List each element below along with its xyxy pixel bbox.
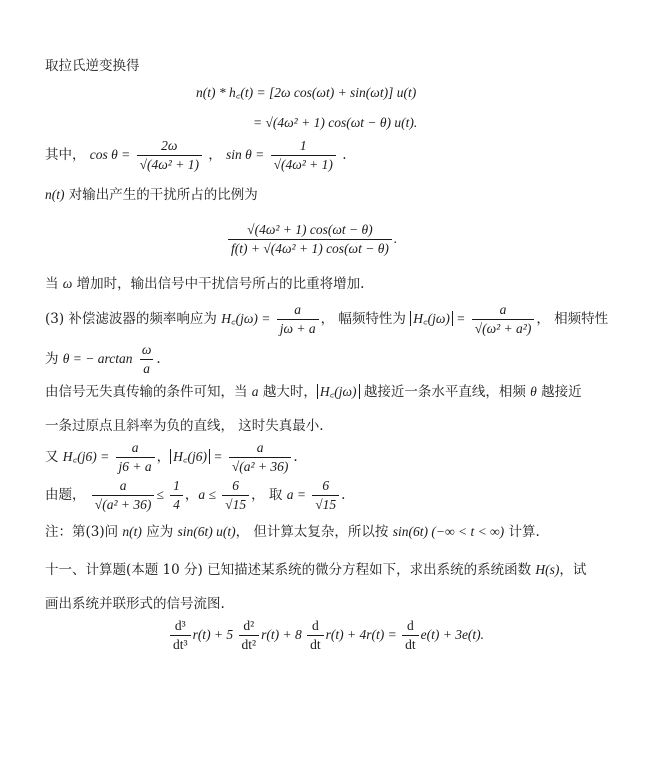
text-line-2 — [45, 138, 347, 173]
text: ， — [208, 147, 222, 164]
text-line-1: 取拉氏逆变换得 — [45, 58, 140, 74]
text-line-5: (3) 补偿滤波器的频率响应为 H꜀(jω) = $\frac{a}{j\omega + a}$ ， 幅频特性为 H꜀(jω) = $\frac{a}{\text{√(ω² + a²)}}$ ， 相频特性 — [45, 302, 609, 337]
cos-theta-lhs: cos θ = — [89, 147, 131, 163]
sin-theta-lhs: sin θ = — [226, 147, 265, 163]
text-line-9: 又 H꜀(j6) = $\frac{a}{j6 + a}$ ， H꜀(j6) = $\frac{a}{\text{√(a² + 36)}}$ . — [45, 440, 298, 475]
equation-1: n(t) * h꜀(t) = [2ω cos(ωt) + sin(ωt)] u(t) — [196, 85, 417, 100]
text-line-13: 画出系统并联形式的信号流图. — [45, 596, 225, 612]
text-line-4: 当 ω 增加时，输出信号中干扰信号所占的比重将增加. — [45, 276, 365, 292]
fraction: $\frac{a}{\text{√(a² + 36)}}$ — [92, 478, 155, 513]
text-line-7: 由信号无失真传输的条件可知，当 a 越大时， H꜀(jω) 越接近一条水平直线，相频 θ 越接近 — [45, 384, 582, 400]
fraction: $\frac{a}{j6 + a}$ — [116, 440, 155, 475]
derivative-operator: $\frac{\text{d³}}{\text{dt³}}$ — [170, 618, 191, 653]
text-line-10: 由题， $\frac{a}{\text{√(a² + 36)}}$ ≤ $\frac{1}{4}$ ，a ≤ $\frac{6}{√15}$ ， 取 a = $\frac{6}{√15}$ . — [45, 478, 346, 513]
differential-equation: $\frac{\text{d³}}{\text{dt³}}$ r(t) + 5 $\frac{\text{d²}}{\text{dt²}}$ r(t) + 8 $\frac{d}{dt}$ r(t) + 4r(t) = $\frac{d}{dt}$ e(t) + 3e(t). — [168, 618, 484, 653]
text-line-6: 为 θ = − arctan $\frac{\omega}{a}$ . — [45, 342, 161, 377]
question-11-heading: 十一、计算题(本题 10 分) 已知描述某系统的微分方程如下，求出系统的系统函数 H(s)，试 — [45, 562, 587, 578]
fraction: $\frac{a}{j\omega + a}$ — [277, 302, 319, 337]
fraction: $\frac{\omega}{a}$ — [141, 342, 152, 377]
text: 对输出产生的干扰所占的比例为 — [64, 187, 258, 203]
fraction: $\frac{1}{\text{√(4ω² + 1)}}$ — [271, 138, 336, 173]
fraction: $\frac{6}{√15}$ — [312, 478, 339, 513]
text: . — [342, 147, 347, 164]
math-var: n(t) — [45, 187, 65, 202]
math-var: ω — [62, 276, 73, 291]
derivative-operator: $\frac{d}{dt}$ — [307, 618, 324, 653]
fraction: $\frac{6}{√15}$ — [222, 478, 249, 513]
equation-3: $\frac{\text{√(4ω² + 1) cos(ωt − θ)}}{\text{f(t) + √(4ω² + 1) cos(ωt − θ)}}$ . — [226, 222, 397, 257]
text-line-3 — [45, 187, 258, 203]
fraction: $\frac{2\omega}{\text{√(4ω² + 1)}}$ — [137, 138, 202, 173]
text-line-8: 一条过原点且斜率为负的直线， 这时失真最小. — [45, 418, 324, 434]
fraction: $\frac{a}{\text{√(ω² + a²)}}$ — [472, 302, 535, 337]
fraction: $\frac{a}{\text{√(a² + 36)}}$ — [229, 440, 292, 475]
equation-2: = √(4ω² + 1) cos(ωt − θ) u(t). — [253, 115, 418, 130]
text-line-11: 注：第(3)问 n(t) 应为 sin(6t) u(t)， 但计算太复杂，所以按 sin(6t) (−∞ < t < ∞) 计算. — [45, 524, 540, 540]
fraction: $\frac{\text{√(4ω² + 1) cos(ωt − θ)}}{\text{f(t) + √(4ω² + 1) cos(ωt − θ)}}$ — [228, 222, 392, 257]
text: 其中， — [45, 147, 86, 164]
derivative-operator: $\frac{d}{dt}$ — [402, 618, 419, 653]
derivative-operator: $\frac{\text{d²}}{\text{dt²}}$ — [239, 618, 260, 653]
fraction: $\frac{1}{4}$ — [170, 478, 183, 513]
